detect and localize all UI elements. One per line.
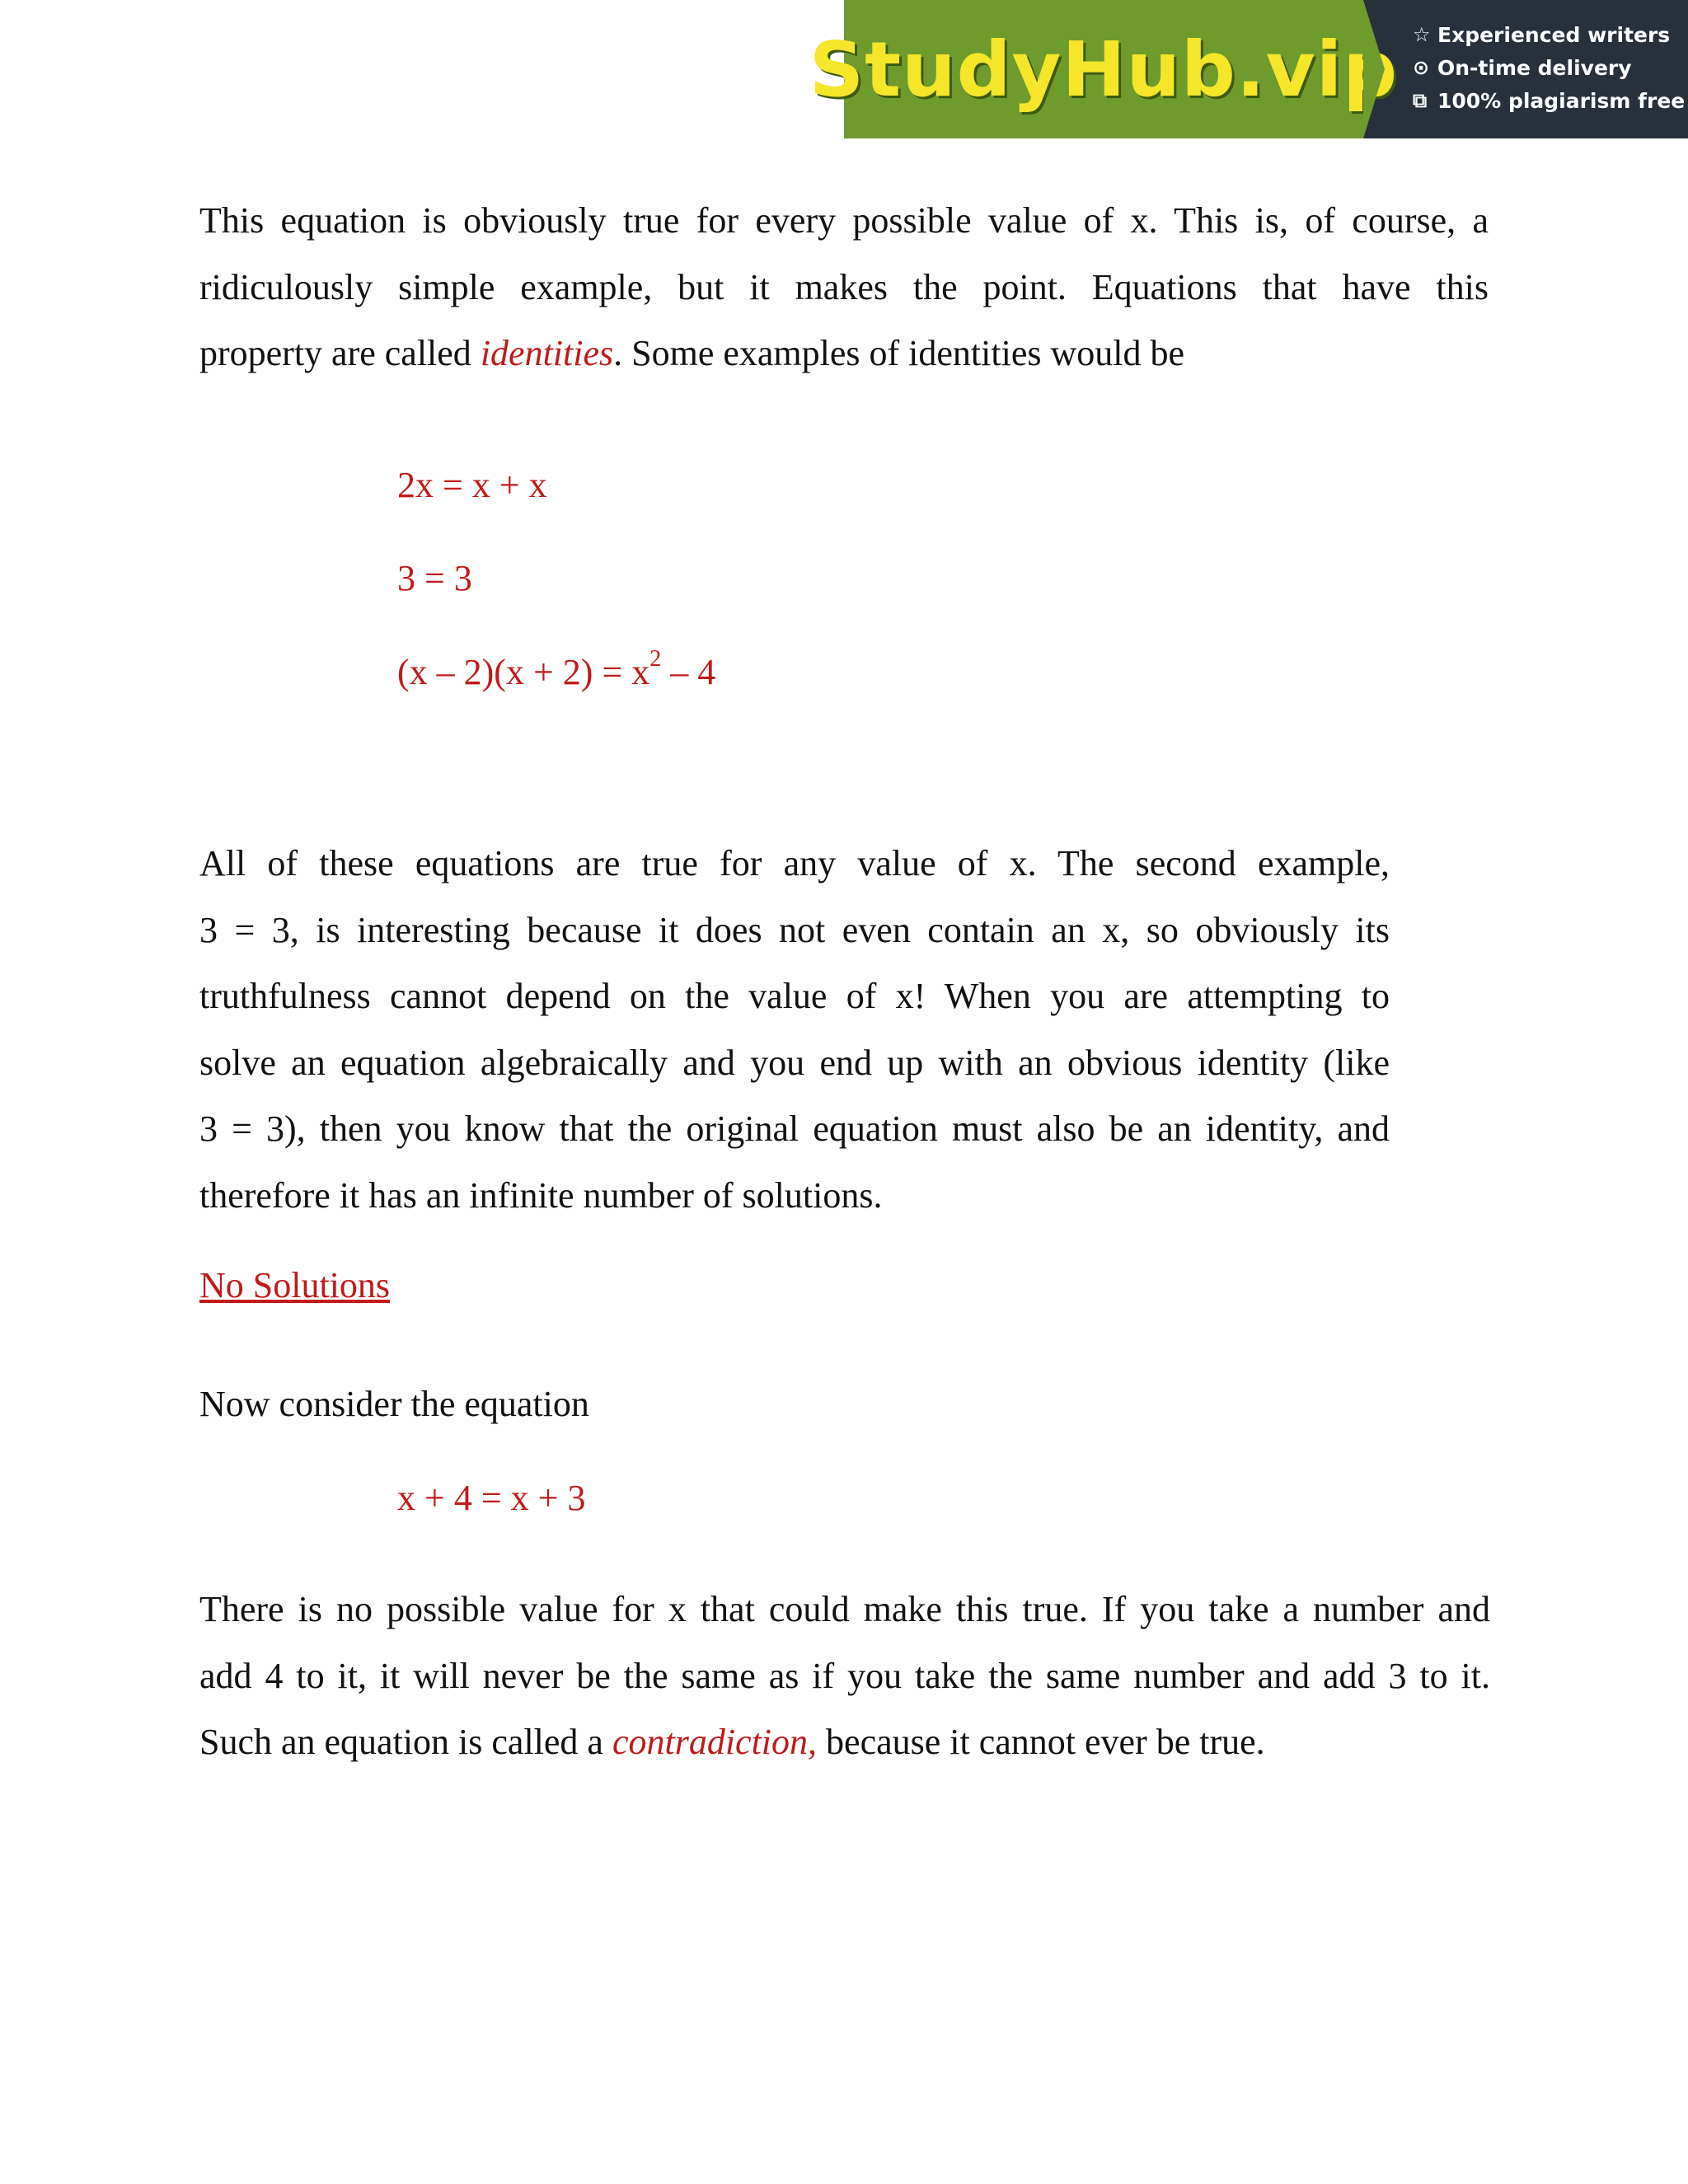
logo-text: StudyHub.vip bbox=[809, 25, 1399, 114]
equation-base: (x – 2)(x + 2) = x bbox=[397, 652, 650, 692]
studyhub-banner[interactable] bbox=[809, 0, 1688, 138]
text-line bbox=[199, 1709, 1490, 1776]
equation-identity-1: 2x = x + x bbox=[397, 465, 547, 505]
text-line: ridiculously simple example, but it makes the point. Equations that have this bbox=[199, 266, 1489, 307]
copy-icon: ⧉ bbox=[1413, 89, 1428, 112]
text-line bbox=[199, 321, 1489, 387]
equation-exponent: 2 bbox=[649, 646, 662, 672]
equation-identity-2: 3 = 3 bbox=[397, 558, 472, 598]
paragraph-identities-intro bbox=[199, 188, 1489, 387]
text-line: truthfulness cannot depend on the value of x! When you are attempting to bbox=[199, 976, 1390, 1017]
section-heading-no-solutions: No Solutions bbox=[199, 1265, 391, 1305]
text-line: This equation is obviously true for every possible value of x. This is, of course, a bbox=[199, 200, 1489, 241]
text-fragment: because it cannot ever be true. bbox=[817, 1722, 1265, 1763]
paragraph-contradiction bbox=[199, 1577, 1490, 1776]
text-line: add 4 to it, it will never be the same as if you take the same number and add 3 to it. bbox=[199, 1655, 1490, 1696]
feature-experienced-writers bbox=[1413, 18, 1688, 51]
feature-label: On-time delivery bbox=[1437, 55, 1632, 80]
text-line: 3 = 3), then you know that the original equation must also be an identity, and bbox=[199, 1108, 1390, 1150]
term-identities: identities bbox=[480, 333, 614, 374]
feature-plagiarism-free bbox=[1413, 84, 1688, 117]
text-fragment: property are called bbox=[199, 333, 481, 374]
clock-icon: ⊙ bbox=[1413, 56, 1430, 79]
star-outline-icon: ☆ bbox=[1413, 23, 1431, 46]
equation-tail: – 4 bbox=[661, 652, 716, 692]
text-line: therefore it has an infinite number of solutions. bbox=[199, 1174, 883, 1216]
text-line: Now consider the equation bbox=[199, 1384, 589, 1424]
text-line: solve an equation algebraically and you end up with an obvious identity (like bbox=[199, 1042, 1390, 1083]
text-fragment: Such an equation is called a bbox=[199, 1722, 612, 1763]
feature-on-time-delivery bbox=[1413, 51, 1688, 84]
text-line: All of these equations are true for any value of x. The second example, bbox=[199, 843, 1390, 883]
equation-contradiction: x + 4 = x + 3 bbox=[397, 1478, 586, 1518]
term-contradiction: contradiction, bbox=[612, 1722, 818, 1763]
paragraph-identities-explanation bbox=[199, 831, 1390, 1230]
paragraph-consider bbox=[199, 1371, 589, 1438]
text-line: 3 = 3, is interesting because it does not even contain an x, so obviously its bbox=[199, 909, 1390, 950]
text-line: There is no possible value for x that could make this true. If you take a number and bbox=[199, 1589, 1490, 1629]
feature-label: 100% plagiarism free bbox=[1437, 88, 1686, 113]
studyhub-logo bbox=[809, 0, 1399, 138]
feature-label: Experienced writers bbox=[1437, 22, 1671, 47]
banner-features bbox=[1363, 0, 1688, 138]
text-fragment: . Some examples of identities would be bbox=[613, 333, 1184, 374]
equation-identity-3 bbox=[397, 646, 716, 693]
